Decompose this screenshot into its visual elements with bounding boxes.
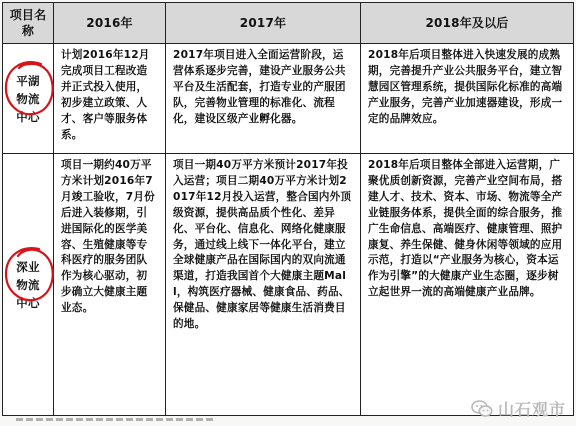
header-2016: 2016年	[54, 3, 166, 44]
red-hand-drawn-circle	[1, 58, 57, 120]
project-plan-table	[2, 2, 574, 416]
cropped-footnote-line	[16, 416, 216, 426]
watermark-text: 山石观市	[497, 400, 566, 419]
cell-2017: 2017年项目进入全面运营阶段，运营体系逐步完善，建设产业服务公共平台及生活配套，打造专业的产服团队，完善物业管理的标准化、流程化，建设区级产业孵化器。	[166, 44, 361, 154]
row-name-cell	[3, 154, 54, 416]
header-2017: 2017年	[166, 3, 361, 44]
circled-project-name	[10, 66, 46, 132]
project-name-text: 平湖物流中心	[16, 73, 40, 124]
header-2018-onward: 2018年及以后	[361, 3, 574, 44]
row-name-cell	[3, 44, 54, 154]
table-row	[3, 154, 574, 416]
circled-project-name	[10, 252, 46, 318]
cell-2016: 项目一期约40万平方米计划2016年7月竣工验收，7月份后进入装修期，引进国际化的医学美容、生殖健康等专科医疗的服务团队作为核心驱动，初步确立大健康主题业态。	[54, 154, 166, 416]
watermark	[471, 397, 566, 420]
red-hand-drawn-circle	[1, 244, 57, 306]
table-header-row	[3, 3, 574, 44]
cell-2018-onward: 2018年后项目整体进入快速发展的成熟期，完善提升产业公共服务平台，建立智慧园区管理系统，提供国际化标准的高端产业服务，完善产业加速器建设，形成一定的品牌效应。	[361, 44, 574, 154]
table-row	[3, 44, 574, 154]
wechat-icon	[471, 400, 493, 418]
project-name-text: 深业物流中心	[16, 259, 40, 310]
cell-2018-onward: 2018年后项目整体全部进入运营期，广聚优质创新资源，完善产业空间布局，搭建人才、技术、资本、市场、物流等全产业链服务体系，提供全面的综合服务，推广生命信息、高端医疗、健康管理、照护康复、养生保健、健身休闲等领域的应用示范，打造以“产业服务为核心，资本运作为引擎”的大健康产业生态圈，逐步树立起世界一流的高端健康产业品牌。	[361, 154, 574, 416]
cell-2016: 计划2016年12月完成项目工程改造并正式投入使用，初步建立政策、人才、客户等服务体系。	[54, 44, 166, 154]
header-project-name: 项目名称	[3, 3, 54, 44]
cell-2017: 项目一期40万平方米预计2017年投入运营；项目二期40万平方米计划2017年12月投入运营，整合国内外顶级资源，提供高品质个性化、差异化、平台化、信息化、网络化健康服务，通过线上线下一体化平台，建立全球健康产品在国际国内的双向流通渠道，打造我国首个大健康主题Mall，构筑医疗器械、健康食品、药品、保健品、健康家居等健康生活消费目的地。	[166, 154, 361, 416]
